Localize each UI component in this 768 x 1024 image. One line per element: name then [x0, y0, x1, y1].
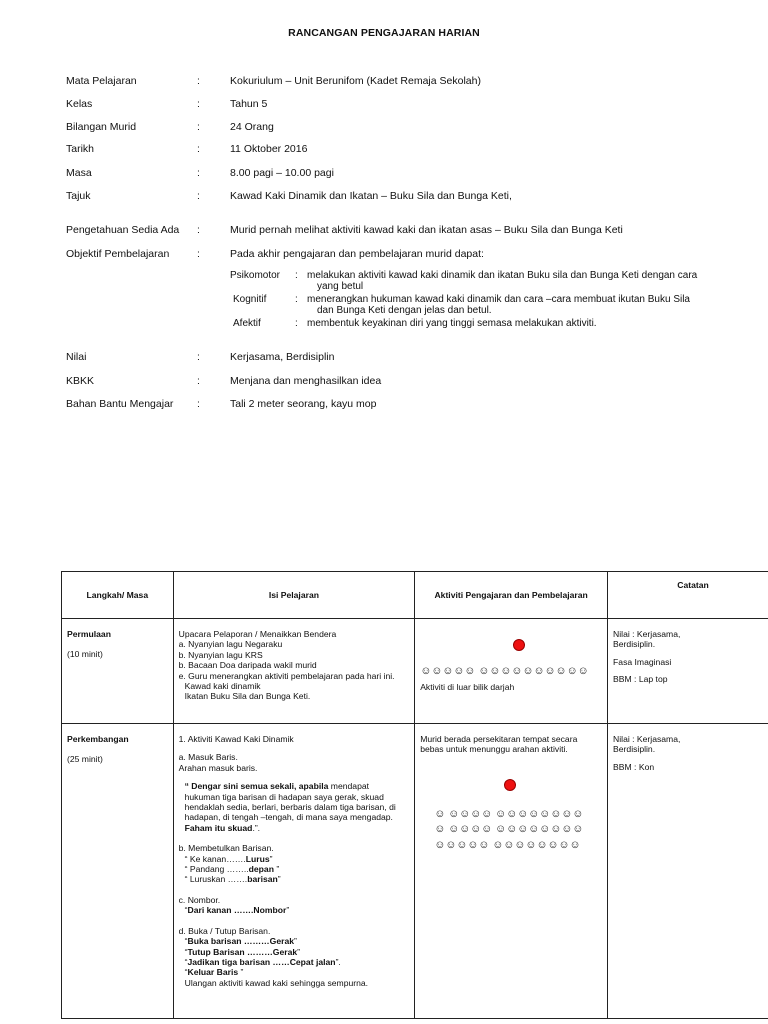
objective-domain: Kognitif	[233, 294, 267, 305]
info-colon: :	[197, 248, 200, 260]
objective-line: menerangkan hukuman kawad kaki dinamik dan cara –cara membuat ikutan Buku Sila	[307, 294, 690, 305]
command-text: Lurus	[245, 853, 270, 864]
note-line: Nilai : Kerjasama,	[613, 629, 681, 639]
content-line	[179, 823, 411, 833]
objective-line: melakukan aktiviti kawad kaki dinamik dan ikatan Buku sila dan Bunga Keti dengan cara	[307, 270, 698, 281]
info-label: Nilai	[66, 351, 87, 363]
info-value: 8.00 pagi – 10.00 pagi	[230, 167, 334, 179]
content-text: “	[184, 967, 188, 978]
info-label: Pengetahuan Sedia Ada	[66, 224, 180, 236]
teacher-position-marker	[513, 639, 525, 651]
content-text: ”	[297, 946, 301, 957]
note-line: Fasa Imaginasi	[613, 656, 672, 667]
content-line: b. Membetulkan Barisan.	[178, 843, 274, 854]
content-line: d. Buka / Tutup Barisan.	[178, 925, 271, 936]
student-formation-row: ☺☺☺☺☺ ☺☺☺☺☺☺☺☺☺☺	[420, 665, 589, 677]
info-value: Murid pernah melihat aktiviti kawad kaki dan ikatan asas – Buku Sila dan Bunga Keti	[230, 224, 623, 236]
info-label: Masa	[66, 167, 92, 179]
info-colon: :	[197, 98, 200, 110]
note-line: Berdisiplin.	[613, 639, 656, 650]
content-text: “	[184, 956, 188, 967]
info-label: Tajuk	[66, 190, 91, 202]
info-value: Tahun 5	[230, 98, 268, 110]
header-notes: Catatan	[608, 572, 768, 619]
content-line: e. Guru menerangkan aktiviti pembelajaran pada hari ini.	[178, 670, 395, 681]
info-value: Tali 2 meter seorang, kayu mop	[230, 398, 377, 410]
command-text: Buka barisan ………Gerak	[187, 936, 295, 947]
student-formation-row: ☺ ☺☺☺☺ ☺☺☺☺☺☺☺☺	[434, 807, 584, 820]
info-colon: :	[197, 398, 200, 410]
content-line: 1. Aktiviti Kawad Kaki Dinamik	[178, 734, 294, 744]
content-text: “ Pandang ……..	[184, 864, 249, 875]
page-title: RANCANGAN PENGAJARAN HARIAN	[288, 27, 480, 39]
objective-colon: :	[295, 294, 298, 305]
content-text: ”	[238, 967, 244, 978]
objective-colon: :	[295, 270, 298, 281]
content-line: a. Masuk Baris.	[178, 752, 238, 763]
student-formation-row: ☺ ☺☺☺☺ ☺☺☺☺☺☺☺☺	[434, 823, 584, 836]
command-text: Keluar Baris	[187, 967, 239, 978]
command-text: Tutup Barisan ………Gerak	[187, 946, 298, 957]
step-duration: (25 minit)	[67, 754, 103, 765]
content-line: hukuman tiga barisan di hadapan saya gerak, skuad	[184, 791, 384, 802]
content-line: a. Nyanyian lagu Negaraku	[178, 639, 283, 650]
content-line	[179, 936, 411, 946]
command-text: barisan	[247, 874, 278, 885]
header-step-time: Langkah/ Masa	[62, 572, 174, 619]
content-line	[179, 854, 411, 864]
student-formation-row: ☺☺☺☺☺ ☺☺☺☺☺☺☺☺	[434, 838, 581, 851]
objective-psychomotor	[230, 270, 710, 292]
info-colon: :	[197, 121, 200, 133]
content-text: “ Ke kanan…….	[184, 853, 246, 864]
activity-text: Murid berada persekitaran tempat secara bebas untuk menunggu arahan aktiviti.	[420, 734, 578, 755]
command-text: depan	[248, 864, 274, 875]
step-cell	[62, 619, 174, 724]
content-text: ”	[277, 874, 281, 885]
content-text: “ Luruskan …….	[184, 874, 248, 885]
command-text: Faham itu skuad	[184, 822, 253, 833]
content-text: ”	[269, 853, 273, 864]
info-value: Pada akhir pengajaran dan pembelajaran murid dapat:	[230, 248, 484, 260]
info-colon: :	[197, 167, 200, 179]
content-line: Ikatan Buku Sila dan Bunga Keti.	[184, 691, 311, 702]
content-text: ”.	[335, 956, 341, 967]
content-text: ”	[273, 864, 280, 875]
content-line: Arahan masuk baris.	[178, 762, 258, 773]
command-text: “ Dengar sini semua sekali, apabila	[184, 781, 329, 792]
info-label: KBKK	[66, 375, 95, 387]
content-text: “	[184, 946, 188, 957]
command-text: Jadikan tiga barisan ……Cepat jalan	[187, 956, 336, 967]
note-line	[613, 667, 768, 674]
info-value: Kawad Kaki Dinamik dan Ikatan – Buku Sila dan Bunga Keti,	[230, 190, 512, 202]
content-line	[179, 874, 411, 884]
objective-line: dan Bunga Keti dengan jelas dan betul.	[317, 305, 492, 316]
objective-line: yang betul	[317, 281, 364, 292]
content-line	[179, 781, 411, 791]
info-label: Bahan Bantu Mengajar	[66, 398, 174, 410]
table-header-row	[62, 572, 768, 619]
content-cell	[173, 724, 415, 1019]
content-line	[179, 947, 411, 957]
note-line	[613, 650, 768, 657]
content-line	[179, 905, 411, 915]
objective-affective	[233, 318, 713, 330]
info-colon: :	[197, 190, 200, 202]
table-row-development	[62, 724, 768, 1019]
notes-cell	[608, 619, 768, 724]
step-name: Permulaan	[67, 629, 111, 639]
content-line: Upacara Pelaporan / Menaikkan Bendera	[178, 629, 337, 639]
content-line	[179, 864, 411, 874]
info-colon: :	[197, 75, 200, 87]
note-line: BBM : Kon	[613, 761, 655, 772]
objective-domain: Psikomotor	[230, 270, 281, 281]
info-value: 11 Oktober 2016	[230, 143, 308, 155]
step-duration: (10 minit)	[67, 649, 103, 660]
objective-text	[307, 294, 707, 316]
content-text: ”	[286, 905, 290, 916]
info-value: 24 Orang	[230, 121, 274, 133]
content-line: hadapan, di tengah –tengah, di mana saya mengadap.	[184, 812, 393, 823]
info-label: Bilangan Murid	[66, 121, 137, 133]
step-cell	[62, 724, 174, 1019]
content-line: Ulangan aktiviti kawad kaki sehingga sempurna.	[184, 977, 369, 988]
content-text: “	[184, 905, 188, 916]
activity-note: Aktiviti di luar bilik darjah	[420, 682, 515, 693]
info-label: Tarikh	[66, 143, 95, 155]
objective-cognitive	[233, 294, 713, 316]
content-line: Kawad kaki dinamik	[184, 681, 261, 692]
objective-text	[307, 270, 707, 292]
info-colon: :	[197, 224, 200, 236]
content-text: .”.	[252, 822, 261, 833]
command-text: Dari kanan …….Nombor	[187, 905, 287, 916]
content-line	[179, 957, 411, 967]
info-label: Mata Pelajaran	[66, 75, 137, 87]
content-line: c. Nombor.	[178, 894, 221, 905]
objective-text: membentuk keyakinan diri yang tinggi semasa melakukan aktiviti.	[307, 318, 597, 329]
info-value: Kokuriulum – Unit Berunifom (Kadet Remaja Sekolah)	[230, 75, 481, 87]
activity-cell	[415, 724, 608, 1019]
info-colon: :	[197, 351, 200, 363]
teacher-position-marker	[504, 779, 516, 791]
info-label: Objektif Pembelajaran	[66, 248, 170, 260]
content-line: b. Bacaan Doa daripada wakil murid	[178, 660, 317, 671]
notes-cell	[608, 724, 768, 1019]
info-value: Menjana dan menghasilkan idea	[230, 375, 382, 387]
info-label: Kelas	[66, 98, 93, 110]
header-activity: Aktiviti Pengajaran dan Pembelajaran	[415, 572, 608, 619]
lesson-plan-table	[61, 571, 768, 1019]
objective-domain: Afektif	[233, 318, 261, 329]
table-row-introduction	[62, 619, 768, 724]
content-line: hendaklah sedia, berlari, berbaris dalam tiga barisan, di	[184, 802, 396, 813]
note-line: BBM : Lap top	[613, 674, 668, 685]
header-content: Isi Pelajaran	[173, 572, 415, 619]
note-line: Nilai : Kerjasama,	[613, 734, 681, 744]
content-cell	[173, 619, 415, 724]
activity-cell	[415, 619, 608, 724]
note-line: Berdisiplin.	[613, 744, 656, 755]
content-line: b. Nyanyian lagu KRS	[178, 649, 263, 660]
info-value: Kerjasama, Berdisiplin	[230, 351, 335, 363]
content-text: “	[184, 936, 188, 947]
content-text: mendapat	[328, 781, 370, 792]
step-name: Perkembangan	[67, 734, 129, 744]
info-colon: :	[197, 143, 200, 155]
info-colon: :	[197, 375, 200, 387]
objective-colon: :	[295, 318, 298, 329]
note-line	[613, 755, 768, 762]
content-line	[179, 967, 411, 977]
content-text: ”	[294, 936, 297, 947]
